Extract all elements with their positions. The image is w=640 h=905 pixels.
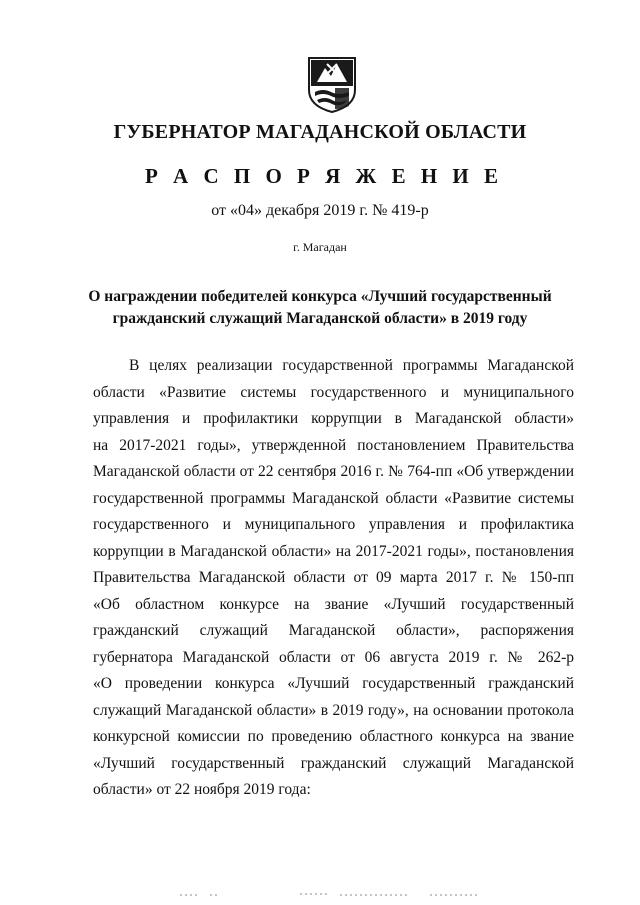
body-line: Правительства Магаданской области от 09 марта 2017 г. № 150-пп <box>93 569 574 586</box>
body-line: области «Развитие системы государственного и муниципального <box>93 383 574 401</box>
body-line: государственной программы Магаданской области «Развитие системы <box>93 489 574 507</box>
body-line: управления и профилактики коррупции в Магаданской области» <box>93 410 574 427</box>
body-line: конкурсной комиссии по проведению областного конкурса на звание <box>93 728 574 745</box>
body-line: «Об областном конкурсе на звание «Лучший государственный <box>93 595 574 613</box>
body-line: В целях реализации государственной программы Магаданской <box>129 357 574 374</box>
body-line: области» от 22 ноября 2019 года: <box>93 781 311 798</box>
body-line: губернатора Магаданской области от 06 августа 2019 г. № 262-р <box>93 648 574 666</box>
body-line: коррупции в Магаданской области» на 2017-2021 годы», постановления <box>93 542 574 560</box>
document-type: Р А С П О Р Я Ж Е Н И Е <box>144 164 504 188</box>
magadan-coat-of-arms-icon <box>305 54 359 114</box>
body-line: государственного и муниципального управления и профилактика <box>93 516 574 533</box>
body-line: «О проведении конкурса «Лучший государственный гражданский <box>93 675 574 692</box>
document-city: г. Магадан <box>293 240 347 254</box>
document-subject <box>70 286 570 330</box>
authority-title: ГУБЕРНАТОР МАГАДАНСКОЙ ОБЛАСТИ <box>113 121 527 143</box>
document-body <box>93 353 574 804</box>
subject-line: О награждении победителей конкурса «Лучший государственный <box>88 288 552 305</box>
body-line: служащий Магаданской области» в 2019 году», на основании протокола <box>93 701 574 719</box>
subject-line: гражданский служащий Магаданской области» в 2019 году <box>112 310 528 327</box>
body-line: Магаданской области от 22 сентября 2016 г. № 764-пп «Об утверждении <box>93 463 574 480</box>
body-line: «Лучший государственный гражданский служащий Магаданской <box>93 754 574 772</box>
scan-artifact <box>180 891 540 899</box>
document-date-number: от «04» декабря 2019 г. № 419-р <box>211 202 429 219</box>
body-line: гражданский служащий Магаданской области», распоряжения <box>93 622 574 639</box>
body-line: на 2017-2021 годы», утвержденной постановлением Правительства <box>93 436 574 454</box>
